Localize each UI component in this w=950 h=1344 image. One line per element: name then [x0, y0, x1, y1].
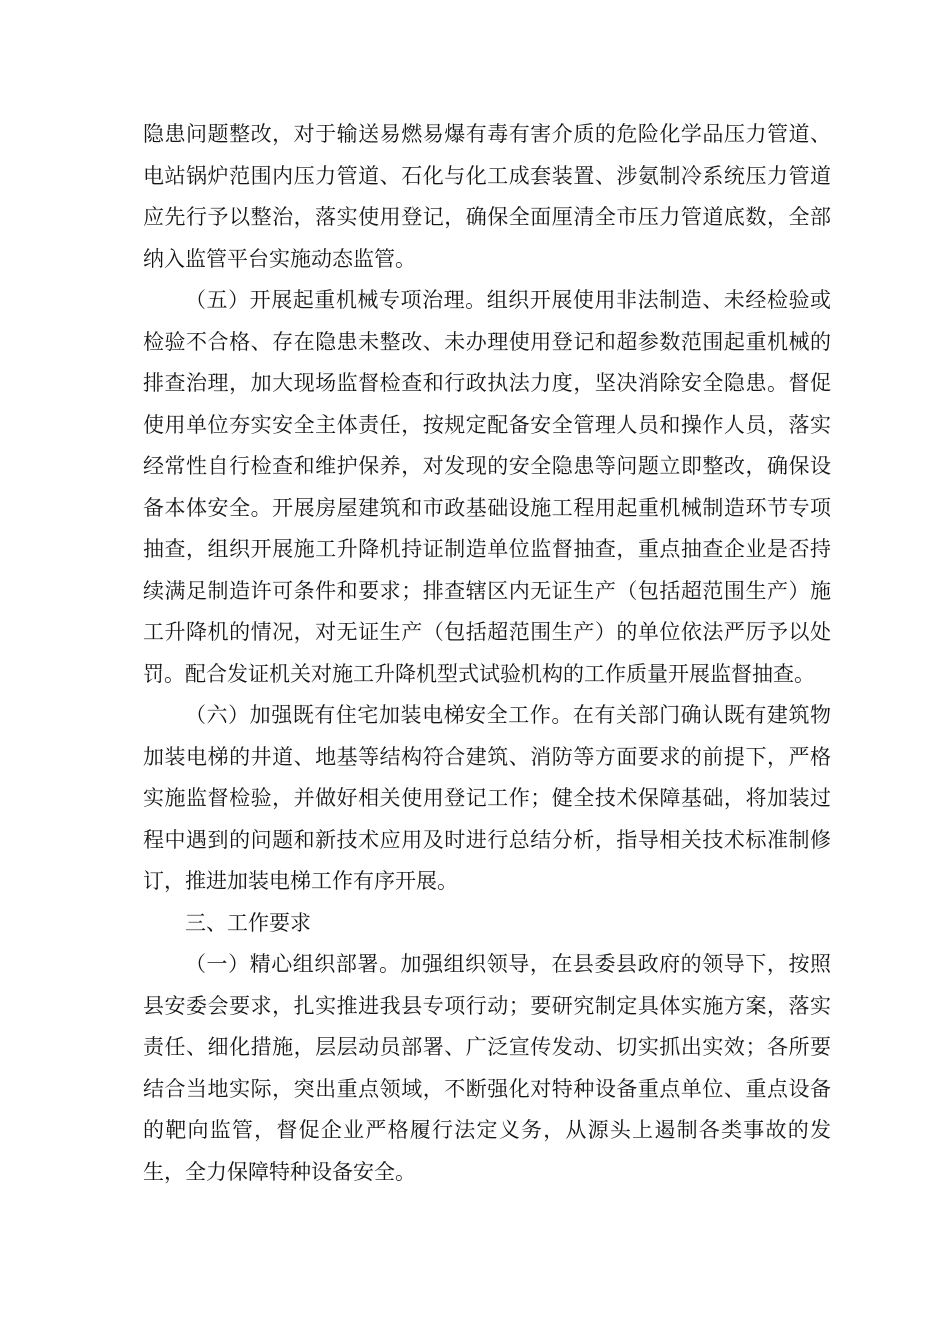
paragraph-crane-governance: （五）开展起重机械专项治理。组织开展使用非法制造、未经检验或检验不合格、存在隐患未整改、未办理使用登记和超参数范围起重机械的排查治理，加大现场监督检查和行政执法力度，坚决消除安全隐患。督促使用单位夯实安全主体责任，按规定配备安全管理人员和操作人员，落实经常性自行检查和维护保养，对发现的安全隐患等问题立即整改，确保设备本体安全。开展房屋建筑和市政基础设施工程用起重机械制造环节专项抽查，组织开展施工升降机持证制造单位监督抽查，重点抽查企业是否持续满足制造许可条件和要求；排查辖区内无证生产（包括超范围生产）施工升降机的情况，对无证生产（包括超范围生产）的单位依法严厉予以处罚。配合发证机关对施工升降机型式试验机构的工作质量开展监督抽查。	[143, 288, 831, 686]
section-heading-requirements: 三、工作要求	[185, 910, 311, 935]
paragraph-elevator-retrofit: （六）加强既有住宅加装电梯安全工作。在有关部门确认既有建筑物加装电梯的井道、地基等结构符合建筑、消防等方面要求的前提下，严格实施监督检验，并做好相关使用登记工作；健全技术保障基础，将加装过程中遇到的问题和新技术应用及时进行总结分析，指导相关技术标准制修订，推进加装电梯工作有序开展。	[143, 703, 831, 893]
paragraph-pressure-pipeline: 隐患问题整改，对于输送易燃易爆有毒有害介质的危险化学品压力管道、电站锅炉范围内压力管道、石化与化工成套装置、涉氨制冷系统压力管道应先行予以整治，落实使用登记，确保全面厘清全市压力管道底数，全部纳入监管平台实施动态监管。	[143, 122, 831, 271]
paragraph-organize-deploy: （一）精心组织部署。加强组织领导，在县委县政府的领导下，按照县安委会要求，扎实推进我县专项行动；要研究制定具体实施方案，落实责任、细化措施，层层动员部署、广泛宣传发动、切实抓出实效；各所要结合当地实际，突出重点领域，不断强化对特种设备重点单位、重点设备的靶向监管，督促企业严格履行法定义务，从源头上遏制各类事故的发生，全力保障特种设备安全。	[143, 952, 831, 1184]
document-body	[143, 114, 831, 1193]
